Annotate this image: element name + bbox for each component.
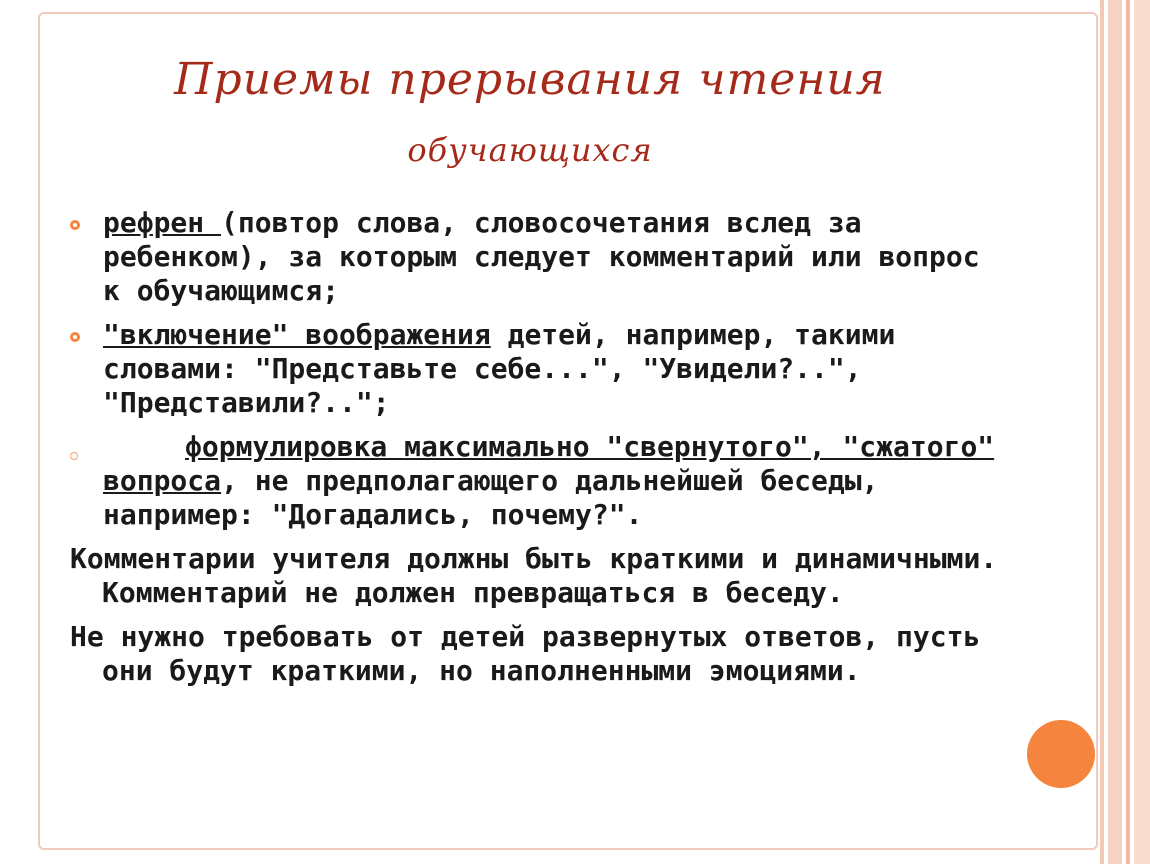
- paragraph: Комментарии учителя должны быть краткими и динамичными. Комментарий не должен превращаться в беседу.: [70, 542, 998, 609]
- bullet-item: [70, 430, 1000, 532]
- bullet-text: (повтор слова, словосочетания вслед за ребенком), за которым следует комментарий или вопрос к обучающимся;: [103, 206, 980, 307]
- title-line-2: обучающихся: [407, 131, 653, 169]
- bullet-circle-icon: [70, 220, 80, 230]
- slide-content: [70, 206, 1000, 698]
- bullet-circle-icon: [70, 332, 80, 342]
- bullet-keyword: формулировка максимально "свернутого", "сжатого" вопроса: [103, 430, 995, 497]
- decorative-stripe: [1134, 0, 1150, 864]
- bullet-hollow-circle-icon: [70, 452, 78, 460]
- bullet-item: [70, 318, 1000, 420]
- bullet-text: детей, например, такими словами: "Представьте себе...", "Увидели?..", "Представили?..";: [103, 318, 896, 419]
- decorative-circle: [1027, 720, 1095, 788]
- decorative-stripe: [1126, 0, 1130, 864]
- paragraph: Не нужно требовать от детей развернутых ответов, пусть они будут краткими, но наполненными эмоциями.: [70, 620, 981, 687]
- slide-title: [100, 54, 960, 169]
- bullet-text: , не предполагающего дальнейшей беседы, например: "Догадались, почему?".: [103, 464, 879, 531]
- bullet-keyword: "включение" воображения: [103, 318, 491, 351]
- decorative-stripe: [1108, 0, 1122, 864]
- decorative-stripe: [1100, 0, 1104, 864]
- bullet-keyword: рефрен: [103, 206, 222, 239]
- title-line-1: Приемы прерывания чтения: [174, 54, 886, 105]
- bullet-item: [70, 206, 1000, 308]
